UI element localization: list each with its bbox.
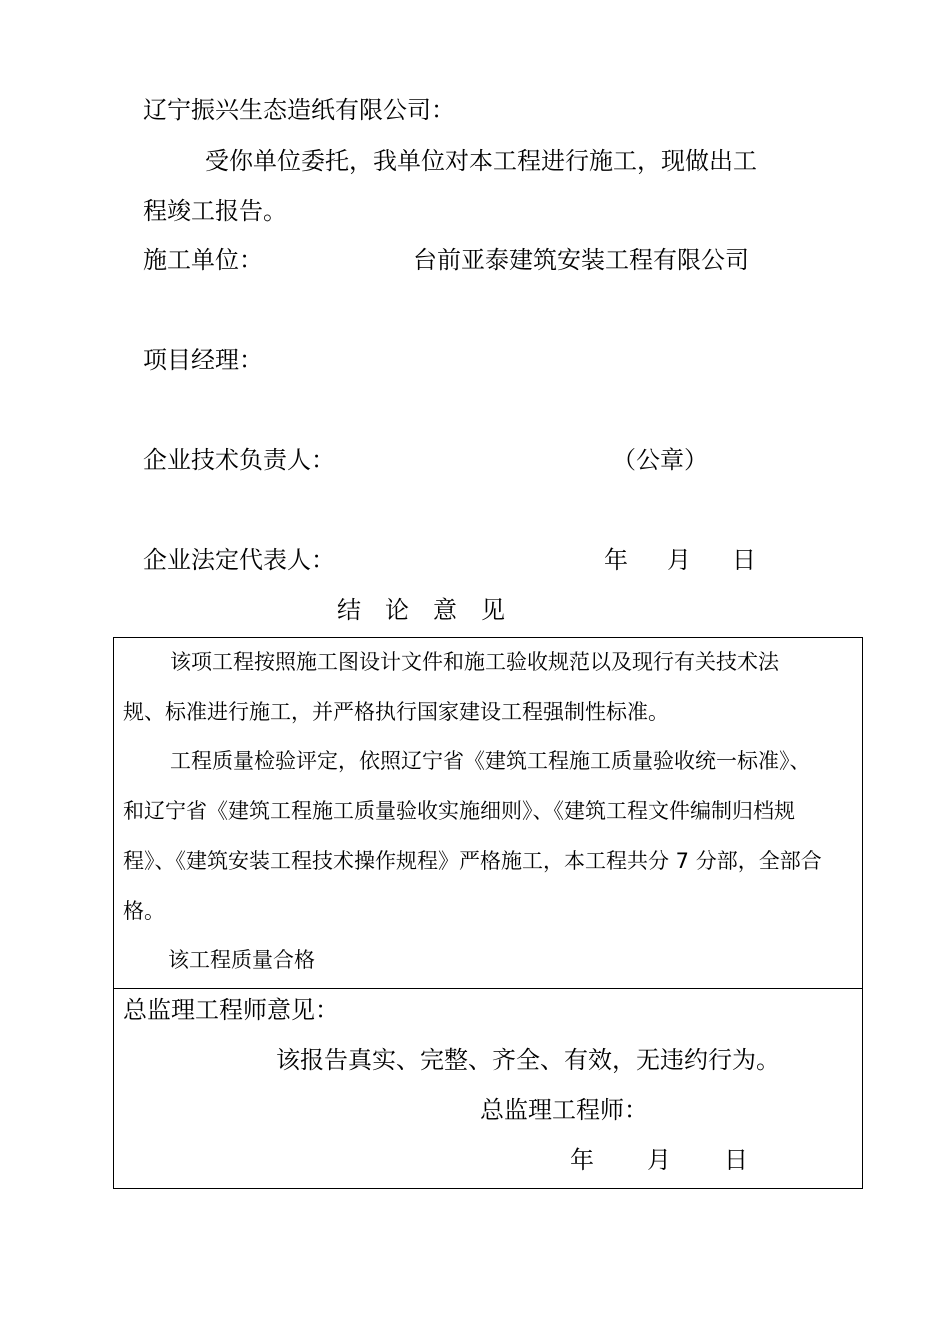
- company-seal: （公章）: [612, 446, 708, 474]
- date-month: 月: [667, 546, 691, 574]
- contractor-value: 台前亚泰建筑安装工程有限公司: [413, 246, 749, 274]
- table-divider: [113, 988, 863, 989]
- conclusion-title: 结 论 意 见: [337, 596, 505, 624]
- supervisor-opinion: 该报告真实、完整、齐全、有效，无违约行为。: [276, 1046, 780, 1074]
- tech-lead-label: 企业技术负责人：: [143, 446, 335, 474]
- quality-result: 该工程质量合格: [168, 948, 315, 972]
- para2-line3: 程》、《建筑安装工程技术操作规程》严格施工，本工程共分 7 分部，全部合: [123, 849, 822, 873]
- supervisor-date-month: 月: [647, 1146, 671, 1174]
- para2-line4: 格。: [123, 899, 165, 923]
- supervisor-date-year: 年: [570, 1146, 594, 1174]
- addressee: 辽宁振兴生态造纸有限公司：: [143, 96, 455, 124]
- body-line-1: 受你单位委托，我单位对本工程进行施工，现做出工: [205, 147, 757, 175]
- date-year: 年: [604, 546, 628, 574]
- para1-line1: 该项工程按照施工图设计文件和施工验收规范以及现行有关技术法: [170, 650, 779, 674]
- supervisor-label: 总监理工程师意见：: [123, 996, 339, 1024]
- supervisor-signer-label: 总监理工程师：: [480, 1096, 648, 1124]
- para2-line1: 工程质量检验评定，依照辽宁省《建筑工程施工质量验收统一标准》、: [170, 749, 811, 773]
- para2-line2: 和辽宁省《建筑工程施工质量验收实施细则》、《建筑工程文件编制归档规: [123, 799, 795, 823]
- date-day: 日: [732, 546, 756, 574]
- legal-rep-label: 企业法定代表人：: [143, 546, 335, 574]
- project-manager-label: 项目经理：: [143, 346, 263, 374]
- para1-line2: 规、标准进行施工，并严格执行国家建设工程强制性标准。: [123, 700, 669, 724]
- body-line-2: 程竣工报告。: [143, 197, 287, 225]
- supervisor-date-day: 日: [724, 1146, 748, 1174]
- contractor-label: 施工单位：: [143, 246, 263, 274]
